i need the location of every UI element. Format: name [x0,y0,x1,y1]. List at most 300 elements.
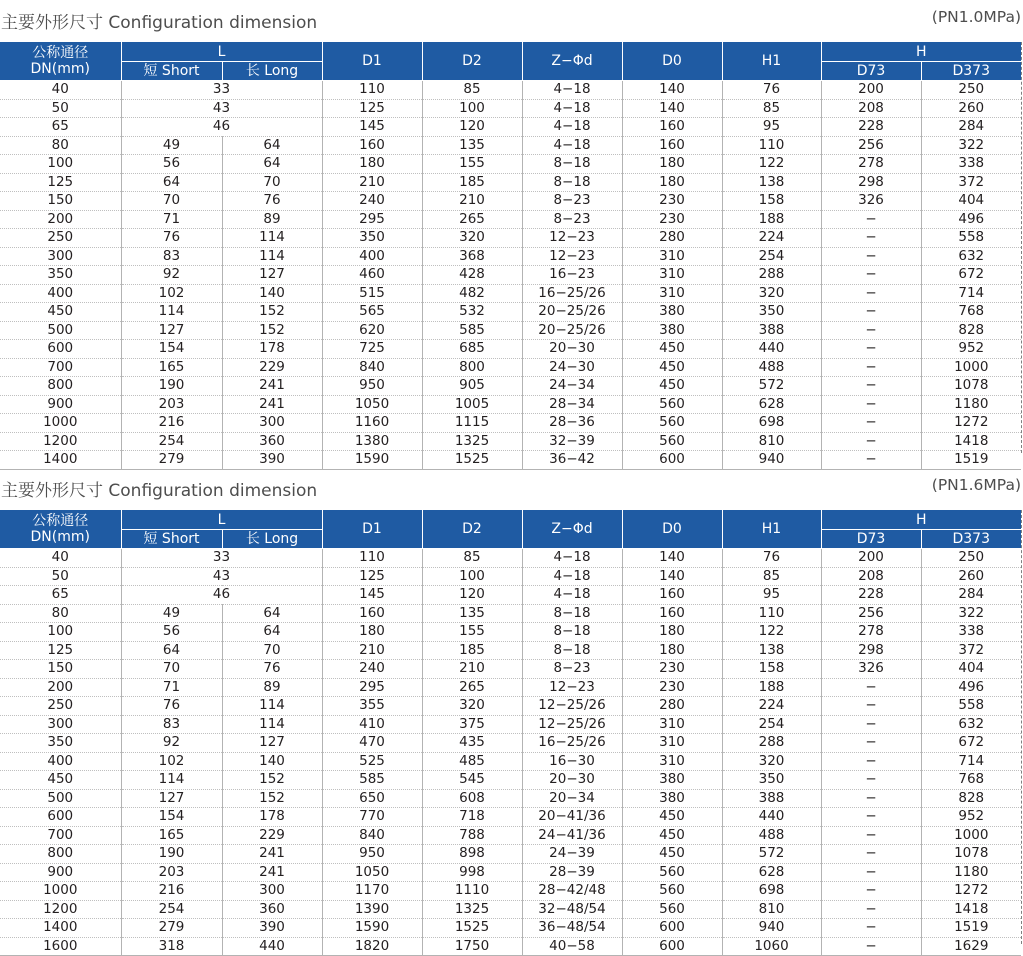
cell-l-long: 140 [222,284,322,303]
cell-d1: 145 [322,586,422,605]
cell-d2: 185 [422,173,522,192]
cell-h1: 188 [722,678,821,697]
cell-dn: 125 [0,641,121,660]
header-nominal-diameter [0,510,121,549]
cell-l-long: 440 [222,937,322,956]
cell-l-long: 229 [222,826,322,845]
cell-l-long: 390 [222,919,322,938]
cell-h-d73: − [821,303,921,322]
cell-z-phi-d: 24−41/36 [522,826,622,845]
cell-d2: 800 [422,358,522,377]
section-title: 主要外形尺寸 Configuration dimension [1,481,318,501]
cell-l-long: 89 [222,678,322,697]
cell-d2: 120 [422,586,522,605]
cell-h-d373: 828 [921,789,1021,808]
cell-d2: 368 [422,247,522,266]
cell-d1: 295 [322,678,422,697]
cell-d1: 210 [322,641,422,660]
table-section-pn16 [0,468,1021,956]
cell-dn: 125 [0,173,121,192]
cell-h-d73: − [821,358,921,377]
cell-h-d373: 1180 [921,395,1021,414]
cell-z-phi-d: 8−18 [522,155,622,174]
cell-h-d373: 1272 [921,414,1021,433]
cell-h-d73: − [821,377,921,396]
cell-l-short: 203 [121,395,222,414]
cell-d2: 428 [422,266,522,285]
cell-l: 46 [121,118,322,137]
cell-d0: 140 [622,567,722,586]
cell-h1: 488 [722,826,821,845]
cell-dn: 500 [0,789,121,808]
cell-l-long: 114 [222,697,322,716]
cell-d1: 180 [322,623,422,642]
cell-l-short: 114 [121,303,222,322]
cell-d1: 295 [322,210,422,229]
table-row [0,229,1021,248]
cell-h-d373: 1000 [921,358,1021,377]
cell-d1: 1390 [322,900,422,919]
cell-l-long: 114 [222,229,322,248]
cell-h-d73: − [821,229,921,248]
cell-l-short: 190 [121,845,222,864]
cell-h1: 572 [722,845,821,864]
table-row [0,882,1021,901]
cell-z-phi-d: 20−25/26 [522,303,622,322]
cell-d1: 460 [322,266,422,285]
cell-d2: 1750 [422,937,522,956]
cell-d0: 280 [622,229,722,248]
header-H-D73: D73 [821,62,921,81]
cell-h1: 138 [722,641,821,660]
cell-z-phi-d: 20−34 [522,789,622,808]
cell-dn: 300 [0,715,121,734]
cell-d0: 600 [622,451,722,470]
cell-z-phi-d: 12−23 [522,247,622,266]
cell-d0: 450 [622,358,722,377]
cell-h-d73: − [821,845,921,864]
cell-dn: 250 [0,697,121,716]
cell-l-long: 360 [222,900,322,919]
cell-d0: 310 [622,734,722,753]
cell-dn: 1400 [0,451,121,470]
table-row [0,660,1021,679]
cell-h1: 188 [722,210,821,229]
cell-h1: 440 [722,340,821,359]
cell-l-short: 127 [121,789,222,808]
cell-h-d73: − [821,210,921,229]
cell-h1: 628 [722,395,821,414]
cell-dn: 700 [0,826,121,845]
cell-d2: 1005 [422,395,522,414]
table-row [0,623,1021,642]
cell-h-d373: 372 [921,173,1021,192]
cell-l-short: 154 [121,340,222,359]
cell-h-d373: 1519 [921,919,1021,938]
table-row [0,549,1021,568]
table-row [0,826,1021,845]
cell-h-d73: 298 [821,173,921,192]
cell-h-d73: − [821,863,921,882]
cell-z-phi-d: 4−18 [522,118,622,137]
cell-h-d373: 1629 [921,937,1021,956]
cell-z-phi-d: 4−18 [522,567,622,586]
cell-d2: 718 [422,808,522,827]
header-D1: D1 [322,42,422,81]
table-row [0,155,1021,174]
table-row [0,81,1021,100]
cell-dn: 700 [0,358,121,377]
cell-d1: 565 [322,303,422,322]
cell-d1: 1050 [322,863,422,882]
cell-h-d73: 228 [821,586,921,605]
table-row [0,586,1021,605]
cell-d2: 585 [422,321,522,340]
cell-l-long: 127 [222,734,322,753]
cell-l-short: 92 [121,734,222,753]
cell-h-d373: 952 [921,808,1021,827]
cell-d0: 450 [622,340,722,359]
cell-z-phi-d: 24−30 [522,358,622,377]
cell-h-d73: − [821,808,921,827]
cell-h1: 350 [722,771,821,790]
cell-h-d373: 260 [921,567,1021,586]
cell-dn: 1400 [0,919,121,938]
cell-d0: 560 [622,900,722,919]
cell-d1: 125 [322,99,422,118]
cell-h1: 95 [722,118,821,137]
header-z-phi-d: Z−Φd [522,42,622,81]
section-header [0,468,1021,510]
cell-d0: 310 [622,247,722,266]
cell-h1: 320 [722,752,821,771]
header-L-long: 长 Long [222,530,322,549]
header-H1: H1 [722,510,821,549]
cell-h-d373: 404 [921,192,1021,211]
header-dn-en: DN(mm) [30,529,90,545]
cell-d1: 470 [322,734,422,753]
cell-h-d73: − [821,771,921,790]
cell-l-long: 152 [222,789,322,808]
cell-d1: 950 [322,377,422,396]
cell-d1: 145 [322,118,422,137]
cell-d0: 230 [622,210,722,229]
cell-dn: 450 [0,303,121,322]
cell-dn: 1000 [0,882,121,901]
table-row [0,900,1021,919]
cell-l: 46 [121,586,322,605]
cell-l-long: 64 [222,604,322,623]
cell-d0: 310 [622,752,722,771]
cell-h1: 572 [722,377,821,396]
cell-d1: 240 [322,192,422,211]
cell-h-d373: 1418 [921,900,1021,919]
cell-l-short: 154 [121,808,222,827]
cell-d1: 525 [322,752,422,771]
cell-d2: 532 [422,303,522,322]
cell-l-short: 216 [121,882,222,901]
cell-dn: 80 [0,604,121,623]
cell-h-d373: 1000 [921,826,1021,845]
cell-d0: 140 [622,99,722,118]
cell-h-d373: 952 [921,340,1021,359]
cell-h-d73: − [821,697,921,716]
cell-z-phi-d: 4−18 [522,99,622,118]
cell-l-short: 279 [121,919,222,938]
table-row [0,771,1021,790]
cell-h1: 940 [722,919,821,938]
table-row [0,697,1021,716]
cell-h-d373: 284 [921,118,1021,137]
cell-dn: 40 [0,549,121,568]
cell-z-phi-d: 4−18 [522,586,622,605]
cell-h1: 224 [722,697,821,716]
cell-h-d73: 200 [821,81,921,100]
cell-z-phi-d: 12−23 [522,678,622,697]
cell-l-long: 152 [222,303,322,322]
cell-h-d373: 250 [921,549,1021,568]
cell-z-phi-d: 24−39 [522,845,622,864]
cell-dn: 250 [0,229,121,248]
cell-h1: 698 [722,414,821,433]
cell-d2: 210 [422,660,522,679]
cell-dn: 800 [0,845,121,864]
cell-d0: 230 [622,678,722,697]
cell-dn: 800 [0,377,121,396]
cell-h-d73: 208 [821,99,921,118]
cell-d2: 608 [422,789,522,808]
cell-h1: 388 [722,321,821,340]
cell-d2: 998 [422,863,522,882]
cell-l-long: 70 [222,173,322,192]
cell-z-phi-d: 28−39 [522,863,622,882]
cell-l-short: 49 [121,136,222,155]
cell-h1: 158 [722,192,821,211]
cell-h-d373: 714 [921,284,1021,303]
cell-dn: 200 [0,210,121,229]
cell-h1: 138 [722,173,821,192]
cell-l-long: 241 [222,395,322,414]
cell-l-long: 64 [222,623,322,642]
table-row [0,752,1021,771]
cell-d2: 265 [422,678,522,697]
cell-dn: 65 [0,586,121,605]
pressure-rating: (PN1.0MPa) [931,8,1021,26]
cell-l-long: 140 [222,752,322,771]
cell-h-d373: 338 [921,623,1021,642]
cell-h-d73: − [821,451,921,470]
cell-h1: 810 [722,432,821,451]
cell-d2: 898 [422,845,522,864]
table-row [0,919,1021,938]
header-z-phi-d: Z−Φd [522,510,622,549]
cell-d0: 560 [622,414,722,433]
cell-h-d373: 1078 [921,377,1021,396]
cell-d0: 560 [622,432,722,451]
cell-l-short: 71 [121,210,222,229]
cell-dn: 1200 [0,900,121,919]
table-row [0,789,1021,808]
cell-d1: 770 [322,808,422,827]
cell-h-d73: − [821,414,921,433]
cell-z-phi-d: 16−30 [522,752,622,771]
cell-dn: 1000 [0,414,121,433]
table-row [0,266,1021,285]
cell-dn: 300 [0,247,121,266]
header-D1: D1 [322,510,422,549]
header-H-D73: D73 [821,530,921,549]
table-row [0,340,1021,359]
cell-h-d73: 278 [821,155,921,174]
cell-l-short: 56 [121,155,222,174]
table-row [0,99,1021,118]
cell-h-d73: 228 [821,118,921,137]
cell-d2: 1325 [422,432,522,451]
cell-l-long: 241 [222,845,322,864]
cell-dn: 900 [0,863,121,882]
cell-h-d373: 372 [921,641,1021,660]
cell-h-d373: 672 [921,734,1021,753]
cell-z-phi-d: 4−18 [522,136,622,155]
cell-d2: 685 [422,340,522,359]
cell-d1: 350 [322,229,422,248]
cell-d1: 1170 [322,882,422,901]
header-L: L [121,42,322,62]
cell-l-short: 279 [121,451,222,470]
cell-h1: 122 [722,623,821,642]
cell-l-short: 216 [121,414,222,433]
cell-z-phi-d: 4−18 [522,81,622,100]
cell-z-phi-d: 28−42/48 [522,882,622,901]
cell-h1: 85 [722,99,821,118]
cell-l-long: 70 [222,641,322,660]
header-dn-cn: 公称通径 [32,513,89,529]
header-dn-cn: 公称通径 [32,45,89,61]
cell-d0: 560 [622,395,722,414]
cell-d2: 905 [422,377,522,396]
cell-d2: 155 [422,623,522,642]
cell-l-long: 89 [222,210,322,229]
cell-l-long: 229 [222,358,322,377]
cell-h-d373: 672 [921,266,1021,285]
cell-d2: 135 [422,604,522,623]
cell-d1: 110 [322,549,422,568]
cell-h-d73: − [821,340,921,359]
cell-h-d373: 322 [921,604,1021,623]
cell-d0: 140 [622,549,722,568]
cell-l-short: 102 [121,284,222,303]
cell-d0: 160 [622,586,722,605]
cell-l-short: 102 [121,752,222,771]
cell-d2: 85 [422,81,522,100]
cell-d0: 450 [622,377,722,396]
cell-d1: 160 [322,136,422,155]
cell-h-d73: − [821,284,921,303]
cell-dn: 200 [0,678,121,697]
cell-d2: 85 [422,549,522,568]
header-D0: D0 [622,510,722,549]
dimension-table [0,42,1021,470]
cell-d2: 375 [422,715,522,734]
cell-h-d73: − [821,678,921,697]
cell-d0: 310 [622,266,722,285]
cell-z-phi-d: 20−41/36 [522,808,622,827]
cell-h-d373: 828 [921,321,1021,340]
cell-dn: 150 [0,192,121,211]
cell-h-d373: 632 [921,247,1021,266]
cell-l: 33 [121,549,322,568]
cell-dn: 100 [0,155,121,174]
cell-d1: 1160 [322,414,422,433]
cell-dn: 500 [0,321,121,340]
cell-l-long: 360 [222,432,322,451]
cell-l-short: 49 [121,604,222,623]
cell-z-phi-d: 8−23 [522,192,622,211]
cell-l-long: 390 [222,451,322,470]
cell-l-short: 165 [121,826,222,845]
cell-d2: 482 [422,284,522,303]
table-row [0,641,1021,660]
cell-d0: 180 [622,641,722,660]
cell-dn: 50 [0,567,121,586]
cell-l-short: 71 [121,678,222,697]
cell-d2: 788 [422,826,522,845]
cell-h-d73: 278 [821,623,921,642]
section-title: 主要外形尺寸 Configuration dimension [1,13,318,33]
cell-l-long: 178 [222,340,322,359]
header-H1: H1 [722,42,821,81]
cell-z-phi-d: 20−25/26 [522,321,622,340]
cell-dn: 1600 [0,937,121,956]
dimension-table [0,510,1021,956]
cell-dn: 150 [0,660,121,679]
cell-h-d373: 496 [921,678,1021,697]
cell-d0: 380 [622,789,722,808]
cell-h-d373: 284 [921,586,1021,605]
cell-z-phi-d: 12−25/26 [522,715,622,734]
table-row [0,377,1021,396]
table-row [0,567,1021,586]
cell-h1: 95 [722,586,821,605]
cell-d0: 180 [622,173,722,192]
cell-h-d373: 260 [921,99,1021,118]
cell-h-d73: − [821,321,921,340]
cell-h-d73: − [821,395,921,414]
cell-h-d373: 558 [921,229,1021,248]
cell-h-d73: − [821,752,921,771]
cell-z-phi-d: 8−18 [522,641,622,660]
cell-h-d373: 1272 [921,882,1021,901]
cell-l-short: 165 [121,358,222,377]
cell-d2: 120 [422,118,522,137]
cell-d2: 485 [422,752,522,771]
cell-dn: 40 [0,81,121,100]
cell-d0: 560 [622,863,722,882]
header-H: H [821,510,1021,530]
cell-z-phi-d: 16−25/26 [522,284,622,303]
table-row [0,118,1021,137]
cell-h1: 350 [722,303,821,322]
cell-d1: 400 [322,247,422,266]
cell-l-long: 152 [222,771,322,790]
cell-d1: 650 [322,789,422,808]
cell-l-short: 64 [121,173,222,192]
cell-d1: 110 [322,81,422,100]
cell-l-short: 254 [121,900,222,919]
cell-d2: 155 [422,155,522,174]
table-row [0,808,1021,827]
table-row [0,845,1021,864]
